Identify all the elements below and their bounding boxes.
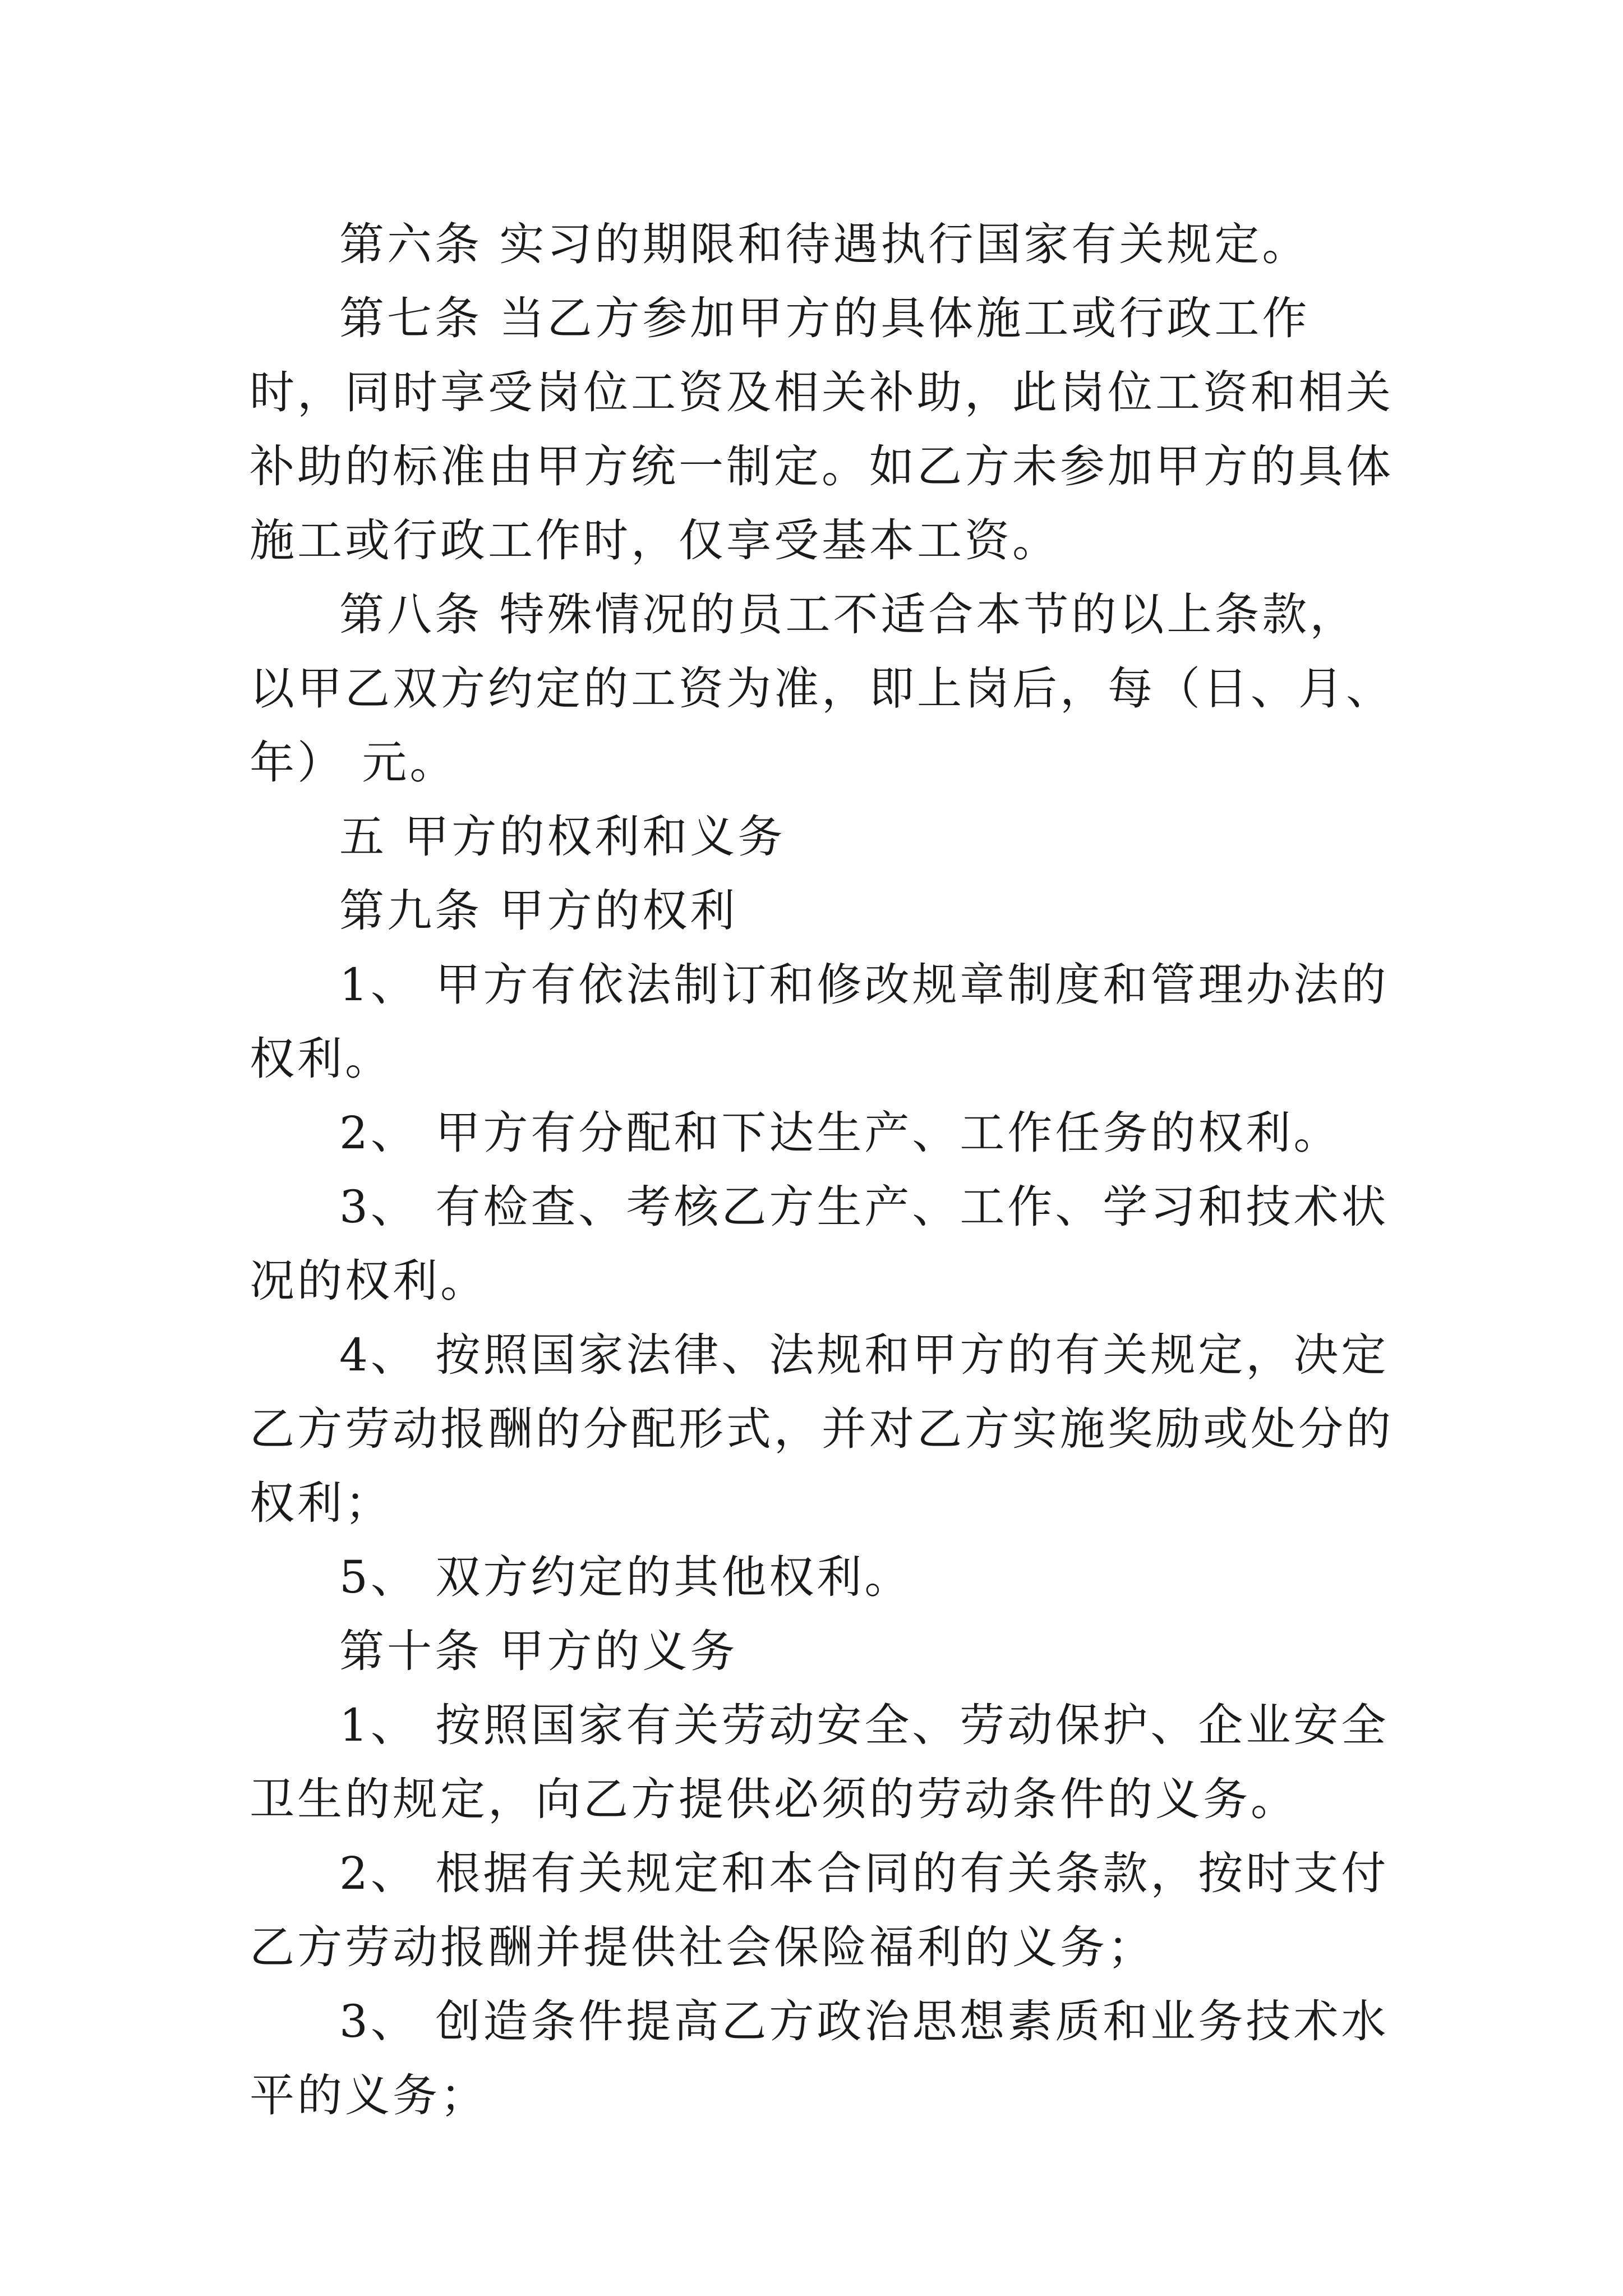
article-9-item-4: 4、 按照国家法律、法规和甲方的有关规定，决定乙方劳动报酬的分配形式，并对乙方实施奖励或处分的权利； [250, 1329, 1394, 1529]
article-9-heading: 第九条 甲方的权利 [339, 885, 738, 937]
article-10-heading: 第十条 甲方的义务 [339, 1625, 738, 1677]
section-5-heading: 五 甲方的权利和义务 [339, 811, 786, 863]
article-9-item-2: 2、 甲方有分配和下达生产、工作任务的权利。 [339, 1107, 1341, 1159]
article-10-item-3: 3、 创造条件提高乙方政治思想素质和业务技术水平的义务； [250, 1995, 1389, 2122]
article-10-item-1: 1、 按照国家有关劳动安全、劳动保护、企业安全卫生的规定，向乙方提供必须的劳动条件的义务。 [250, 1699, 1389, 1825]
article-6-paragraph: 第六条 实习的期限和待遇执行国家有关规定。 [339, 218, 1310, 270]
article-8-paragraph: 第八条 特殊情况的员工不适合本节的以上条款，以甲乙双方约定的工资为准，即上岗后，每（日、月、年） 元。 [250, 588, 1394, 789]
article-7-paragraph: 第七条 当乙方参加甲方的具体施工或行政工作时，同时享受岗位工资及相关补助，此岗位工资和相关补助的标准由甲方统一制定。如乙方未参加甲方的具体施工或行政工作时，仅享受基本工资。 [250, 292, 1394, 567]
article-10-item-2: 2、 根据有关规定和本合同的有关条款，按时支付乙方劳动报酬并提供社会保险福利的义务； [250, 1847, 1389, 1973]
article-9-item-1: 1、 甲方有依法制订和修改规章制度和管理办法的权利。 [250, 959, 1389, 1085]
article-9-item-5: 5、 双方约定的其他权利。 [339, 1551, 912, 1603]
document-body [250, 208, 1394, 2133]
article-9-item-3: 3、 有检查、考核乙方生产、工作、学习和技术状况的权利。 [250, 1181, 1389, 1307]
